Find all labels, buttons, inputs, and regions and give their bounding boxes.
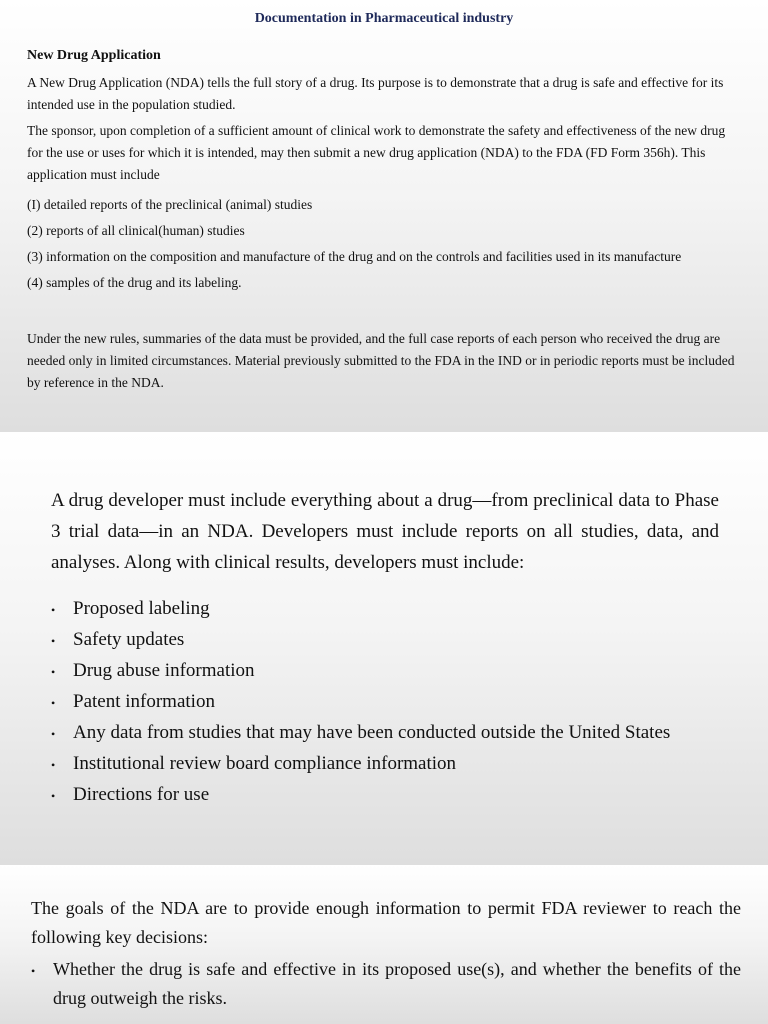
- list-item-text: Drug abuse information: [73, 660, 255, 681]
- list-item: [31, 955, 741, 1013]
- bullet-icon: •: [51, 665, 56, 679]
- list-item: [51, 749, 731, 780]
- list-item-text: Any data from studies that may have been conducted outside the United States: [73, 722, 671, 743]
- list-item: [51, 656, 731, 687]
- list-item: (I) detailed reports of the preclinical (animal) studies: [27, 197, 313, 212]
- list-item: [51, 625, 731, 656]
- list-item-text: Patent information: [73, 691, 215, 712]
- paragraph-sponsor-submission: The sponsor, upon completion of a sufficient amount of clinical work to demonstrate the safety and effectiveness of the new drug for the use or uses for which it is intended, may then submit a new drug application (NDA) to the FDA (FD Form 356h). This application must include: [27, 123, 726, 182]
- list-item-text: Whether the drug is safe and effective in its proposed use(s), and whether the benefits of the drug outweigh the risks.: [53, 959, 741, 1008]
- list-item: [51, 594, 731, 625]
- list-item: (3) information on the composition and manufacture of the drug and on the controls and facilities used in its manufacture: [27, 249, 682, 264]
- bullet-icon: •: [51, 696, 56, 710]
- intro-paragraph: A drug developer must include everything about a drug—from preclinical data to Phase 3 trial data—in an NDA. Developers must include reports on all studies, data, and analyses. Along with clinical results, developers must include:: [51, 490, 719, 573]
- list-item-text: Safety updates: [73, 629, 185, 650]
- bullet-icon: •: [51, 634, 56, 648]
- list-item: [51, 718, 731, 749]
- list-item-text: Institutional review board compliance information: [73, 753, 457, 774]
- list-item-text: Proposed labeling: [73, 598, 210, 619]
- goals-bullet-list: [31, 955, 741, 1013]
- list-item: [51, 687, 731, 718]
- list-item: (2) reports of all clinical(human) studies: [27, 223, 245, 238]
- section-heading: New Drug Application: [27, 48, 161, 63]
- paragraph-new-rules: Under the new rules, summaries of the data must be provided, and the full case reports of each person who received the drug are needed only in limited circumstances. Material previously submitted to the FDA in the IND or in periodic reports must be included by reference in the NDA.: [27, 331, 735, 390]
- list-item: [51, 780, 731, 811]
- application-requirements-list: [27, 192, 737, 296]
- bullet-icon: •: [51, 603, 56, 617]
- bullet-icon: •: [51, 727, 56, 741]
- intro-paragraph: The goals of the NDA are to provide enough information to permit FDA reviewer to reach the following key decisions:: [31, 898, 741, 947]
- list-item: (4) samples of the drug and its labeling.: [27, 275, 242, 290]
- page-title: Documentation in Pharmaceutical industry: [254, 11, 514, 26]
- bullet-icon: •: [51, 758, 56, 772]
- slide-new-drug-application: [0, 0, 768, 432]
- bullet-icon: •: [51, 789, 56, 803]
- list-item-text: Directions for use: [73, 784, 210, 805]
- slide-nda-goals: [0, 865, 768, 1024]
- slide-developer-requirements: [0, 432, 768, 865]
- requirements-bullet-list: [51, 594, 731, 811]
- paragraph-nda-purpose: A New Drug Application (NDA) tells the full story of a drug. Its purpose is to demonstrate that a drug is safe and effective for its intended use in the population studied.: [27, 75, 724, 112]
- bullet-icon: •: [31, 964, 36, 978]
